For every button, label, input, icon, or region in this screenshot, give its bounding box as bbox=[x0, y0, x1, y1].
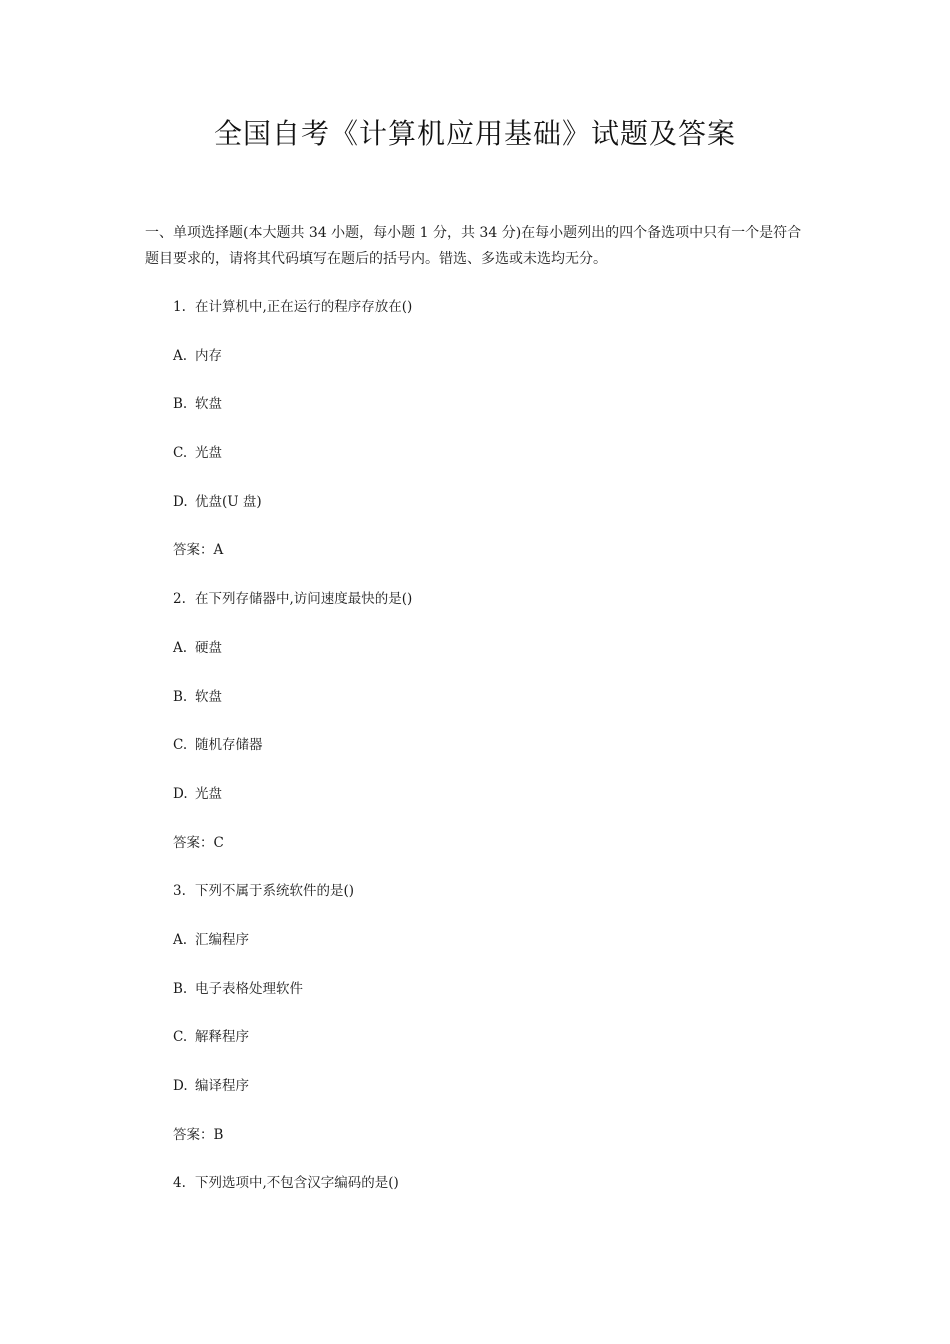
option-text: 汇编程序 bbox=[195, 931, 249, 948]
document-title: 全国自考《计算机应用基础》试题及答案 bbox=[213, 117, 736, 150]
question-3 bbox=[173, 879, 813, 928]
option-text: 解释程序 bbox=[195, 1029, 249, 1046]
option-c bbox=[173, 1025, 813, 1074]
option-text: 软盘 bbox=[195, 688, 222, 705]
question-4 bbox=[173, 1171, 813, 1220]
option-b bbox=[173, 392, 813, 441]
question-number: 4. bbox=[173, 1175, 186, 1192]
option-label: C. bbox=[173, 1029, 188, 1046]
question-text: 在下列存储器中,访问速度最快的是() bbox=[195, 591, 413, 608]
option-a bbox=[173, 344, 813, 393]
option-text: 内存 bbox=[195, 347, 222, 364]
question-list bbox=[173, 295, 813, 1220]
option-c bbox=[173, 441, 813, 490]
answer-2: 答案：C bbox=[173, 834, 224, 851]
option-text: 硬盘 bbox=[195, 639, 222, 656]
section-intro bbox=[145, 220, 810, 272]
option-text: 编译程序 bbox=[195, 1078, 249, 1094]
question-text: 下列不属于系统软件的是() bbox=[195, 883, 355, 900]
intro-line-1: 一、单项选择题(本大题共 34 小题，每小题 1 分，共 34 分)在每小题列出的四个备选项中只有一个是符合 bbox=[145, 225, 802, 241]
option-label: A. bbox=[173, 347, 188, 364]
question-1 bbox=[173, 295, 813, 344]
option-label: A. bbox=[173, 931, 188, 948]
option-d bbox=[173, 490, 813, 539]
option-a bbox=[173, 928, 813, 977]
option-label: D. bbox=[173, 493, 188, 510]
question-text: 下列选项中,不包含汉字编码的是() bbox=[195, 1175, 399, 1192]
option-b bbox=[173, 685, 813, 734]
option-text: 优盘(U 盘) bbox=[195, 493, 262, 510]
option-label: B. bbox=[173, 396, 188, 413]
option-d bbox=[173, 1074, 813, 1123]
option-label: B. bbox=[173, 980, 188, 997]
question-number: 2. bbox=[173, 591, 186, 608]
question-2 bbox=[173, 587, 813, 636]
answer-1: 答案：A bbox=[173, 542, 224, 559]
answer-3: 答案：B bbox=[173, 1126, 224, 1143]
option-label: D. bbox=[173, 1078, 188, 1094]
option-label: D. bbox=[173, 785, 188, 802]
option-label: B. bbox=[173, 688, 188, 705]
option-label: A. bbox=[173, 639, 188, 656]
question-number: 3. bbox=[173, 883, 186, 900]
intro-line-2: 题目要求的，请将其代码填写在题后的括号内。错选、多选或未选均无分。 bbox=[145, 251, 607, 267]
option-text: 软盘 bbox=[195, 396, 222, 413]
option-c bbox=[173, 733, 813, 782]
option-text: 光盘 bbox=[195, 785, 222, 802]
question-number: 1. bbox=[173, 299, 186, 315]
option-d bbox=[173, 782, 813, 831]
option-text: 光盘 bbox=[195, 445, 222, 462]
option-a bbox=[173, 636, 813, 685]
option-label: C. bbox=[173, 445, 188, 462]
option-text: 电子表格处理软件 bbox=[195, 980, 303, 997]
option-label: C. bbox=[173, 737, 188, 754]
option-text: 随机存储器 bbox=[195, 737, 263, 754]
question-text: 在计算机中,正在运行的程序存放在() bbox=[195, 299, 413, 315]
option-b bbox=[173, 977, 813, 1026]
